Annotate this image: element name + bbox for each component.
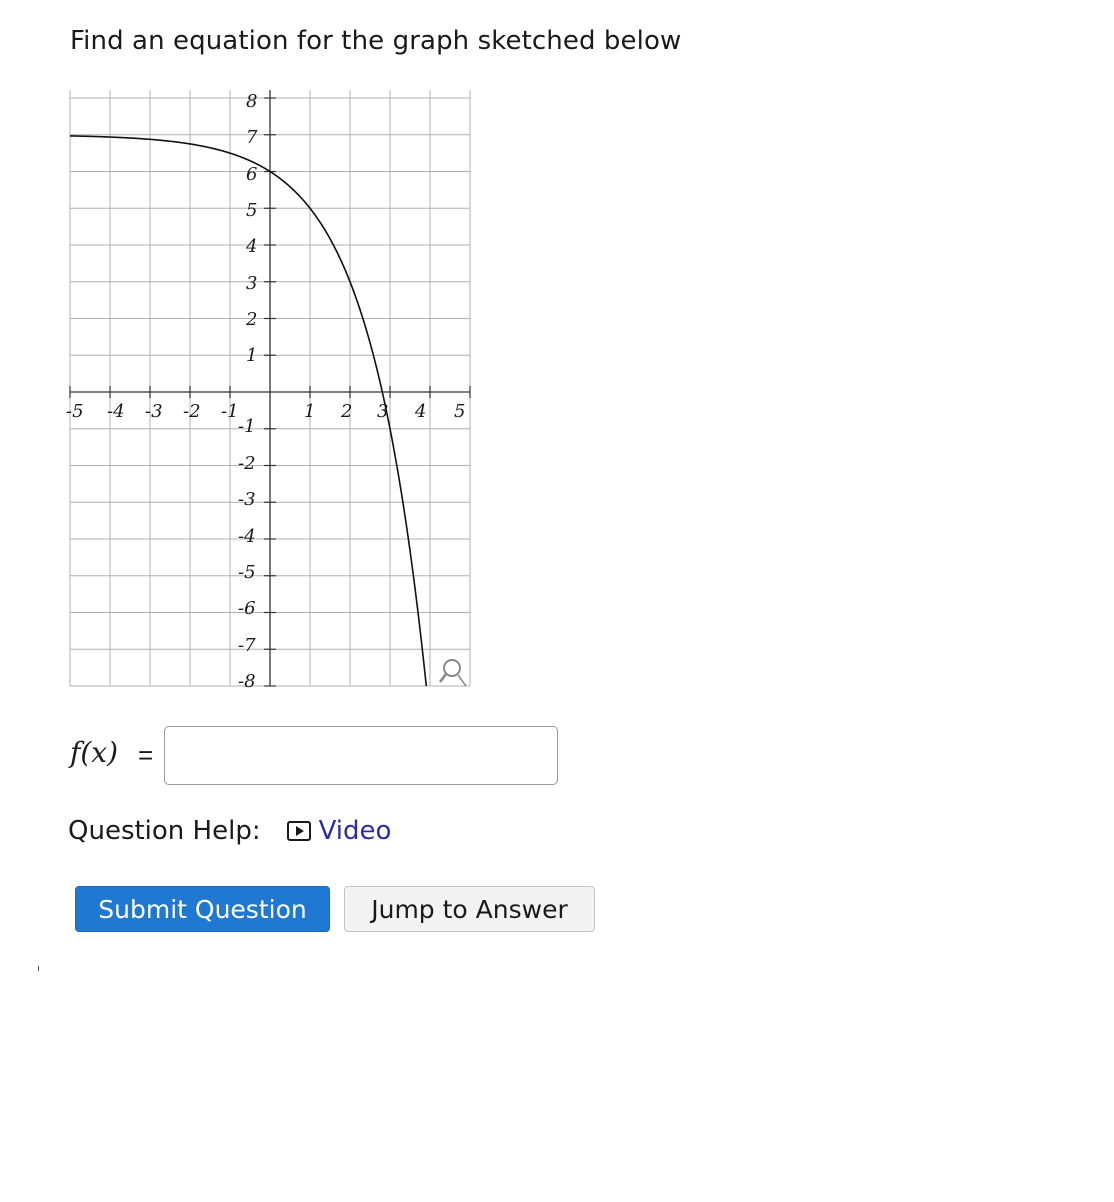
y-tick-label: -5 bbox=[238, 562, 256, 583]
axes bbox=[70, 90, 470, 686]
x-tick-label: -1 bbox=[221, 401, 239, 422]
y-tick-label: 7 bbox=[246, 127, 258, 148]
x-tick-label: 4 bbox=[415, 401, 427, 422]
y-tick-label: -1 bbox=[238, 416, 256, 437]
x-tick-label: -4 bbox=[107, 401, 125, 422]
x-tick-label: 5 bbox=[454, 401, 466, 422]
video-play-icon[interactable] bbox=[287, 821, 311, 841]
y-tick-label: 3 bbox=[246, 273, 258, 294]
x-tick-label: -3 bbox=[145, 401, 163, 422]
y-tick-label: -2 bbox=[238, 453, 256, 474]
x-tick-label: -5 bbox=[66, 401, 84, 422]
y-tick-label: 4 bbox=[246, 236, 258, 257]
answer-input[interactable] bbox=[164, 726, 558, 785]
y-tick-label: -7 bbox=[238, 635, 256, 656]
question-prompt: Find an equation for the graph sketched below bbox=[70, 26, 682, 56]
x-tick-label: 1 bbox=[304, 401, 316, 422]
submit-question-button[interactable]: Submit Question bbox=[75, 886, 330, 932]
magnifier-icon[interactable] bbox=[440, 660, 466, 686]
function-label: f(x) bbox=[70, 736, 119, 769]
y-tick-label: 5 bbox=[246, 200, 258, 221]
x-tick-label: -2 bbox=[183, 401, 201, 422]
x-tick-label: 2 bbox=[341, 401, 353, 422]
y-tick-label: 6 bbox=[246, 164, 258, 185]
jump-to-answer-button[interactable]: Jump to Answer bbox=[344, 886, 595, 932]
y-tick-label: 2 bbox=[246, 309, 258, 330]
function-graph bbox=[0, 0, 480, 700]
y-tick-label: 8 bbox=[246, 91, 258, 112]
y-tick-label: -8 bbox=[238, 671, 256, 692]
question-help-label: Question Help: bbox=[68, 816, 261, 846]
y-tick-label: -3 bbox=[238, 489, 256, 510]
video-link[interactable]: Video bbox=[318, 816, 392, 846]
y-tick-label: 1 bbox=[246, 345, 258, 366]
x-tick-label: 3 bbox=[377, 401, 389, 422]
y-tick-label: -4 bbox=[238, 526, 256, 547]
equals-sign: = bbox=[138, 740, 154, 770]
y-tick-label: -6 bbox=[238, 598, 256, 619]
page-marker bbox=[38, 966, 39, 971]
question-help bbox=[68, 816, 391, 846]
